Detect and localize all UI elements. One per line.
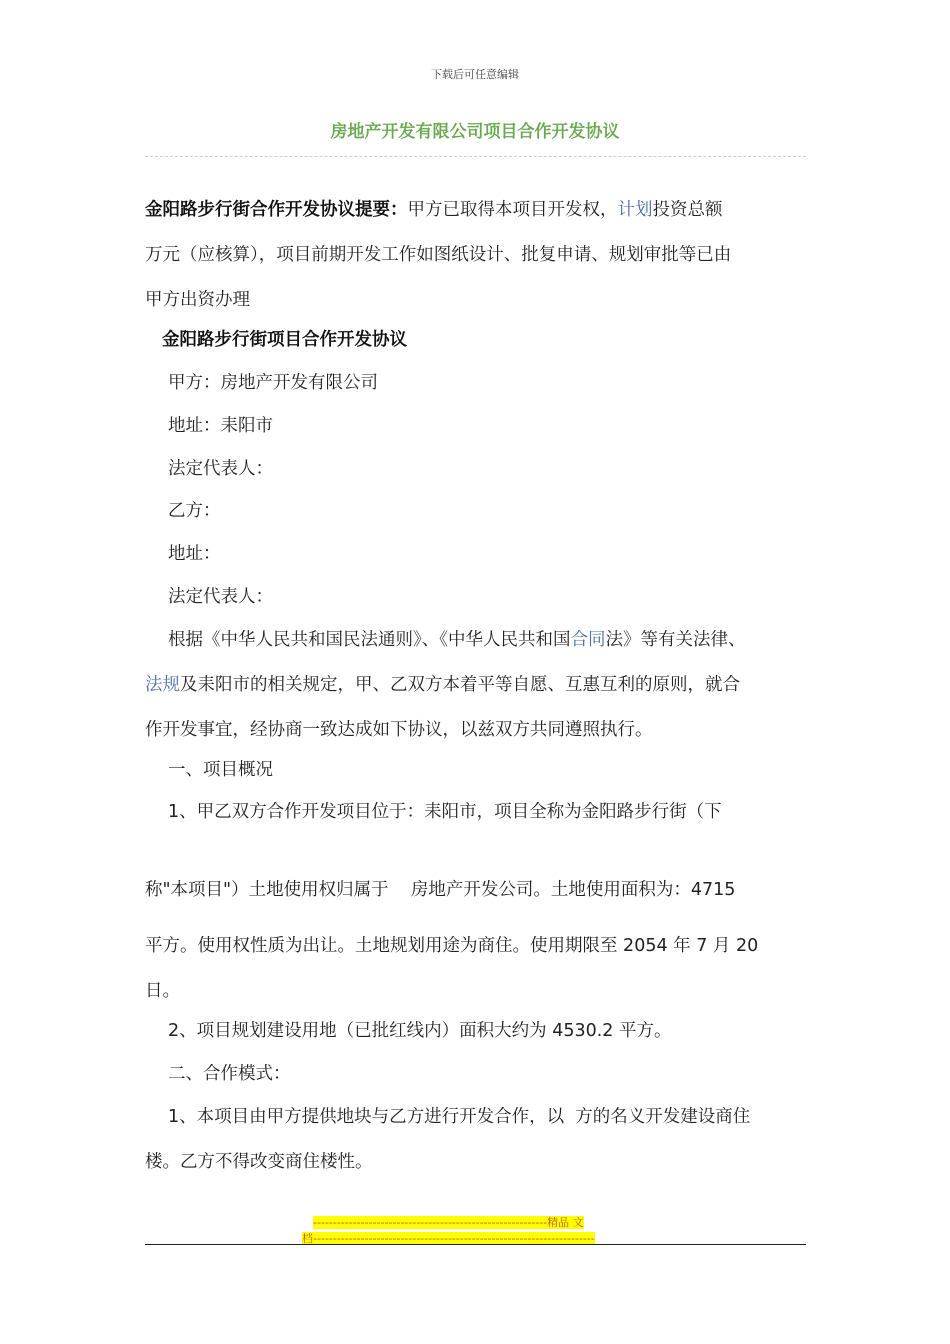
top-note: 下载后可任意编辑 — [431, 68, 519, 81]
summary-line-2: 万元（应核算），项目前期开发工作如图纸设计、批复申请、规划审批等已由 — [145, 245, 732, 265]
footer-rule — [145, 1244, 806, 1245]
link-regulations[interactable]: 法规 — [145, 675, 180, 695]
summary-label: 金阳路步行街合作开发协议提要 — [145, 200, 390, 220]
section-1-item-1-line-1: 1、甲乙双方合作开发项目位于：耒阳市，项目全称为金阳路步行街（下 — [168, 802, 722, 822]
agreement-heading: 金阳路步行街项目合作开发协议 — [162, 330, 407, 350]
section-1-item-1-line-3: 平方。使用权性质为出让。土地规划用途为商住。使用期限至 2054 年 7 月 20 — [145, 936, 759, 956]
footer-watermark-1: -----------------------------------------------------------精品 文 — [313, 1216, 584, 1229]
section-2-heading: 二、合作模式： — [168, 1064, 291, 1084]
preamble-text-b: 法》等有关法律、 — [605, 630, 746, 650]
section-2-item-1-line-2: 楼。乙方不得改变商住楼性。 — [145, 1152, 373, 1172]
address-b: 地址： — [168, 544, 221, 564]
preamble-text-c: 及耒阳市的相关规定，甲、乙双方本着平等自愿、互惠互利的原则，就合 — [180, 675, 740, 695]
preamble-text-a: 根据《中华人民共和国民法通则》、《中华人民共和国 — [168, 630, 571, 650]
section-1-item-1-line-2: 称"本项目"）土地使用权归属于 房地产开发公司。土地使用面积为：4715 — [145, 880, 736, 900]
footer-watermark-2: 档----------------------------------------------------------------------- — [302, 1232, 595, 1245]
link-plan[interactable]: 计划 — [617, 200, 653, 220]
representative-b: 法定代表人： — [168, 587, 273, 607]
section-1-heading: 一、项目概况 — [168, 760, 273, 780]
party-b: 乙方： — [168, 501, 221, 521]
summary-text-b: 投资总额 — [652, 200, 723, 220]
document-title: 房地产开发有限公司项目合作开发协议 — [330, 122, 620, 142]
summary-line-3: 甲方出资办理 — [145, 290, 250, 310]
summary-line-1 — [145, 196, 723, 221]
party-a: 甲方：房地产开发有限公司 — [168, 373, 378, 393]
representative-a: 法定代表人： — [168, 459, 273, 479]
link-contract[interactable]: 合同 — [570, 630, 606, 650]
preamble-line-3: 作开发事宜，经协商一致达成如下协议，以兹双方共同遵照执行。 — [145, 720, 653, 740]
address-a: 地址：耒阳市 — [168, 416, 273, 436]
title-divider — [145, 156, 806, 157]
preamble-line-2 — [145, 671, 740, 696]
summary-text-a: 甲方已取得本项目开发权， — [407, 200, 618, 220]
preamble-line-1 — [168, 626, 746, 651]
section-2-item-1-line-1: 1、本项目由甲方提供地块与乙方进行开发合作，以 方的名义开发建设商住 — [168, 1107, 751, 1127]
summary-colon: ： — [390, 200, 408, 220]
section-1-item-2: 2、项目规划建设用地（已批红线内）面积大约为 4530.2 平方。 — [168, 1021, 672, 1041]
section-1-item-1-line-4: 日。 — [145, 981, 180, 1001]
